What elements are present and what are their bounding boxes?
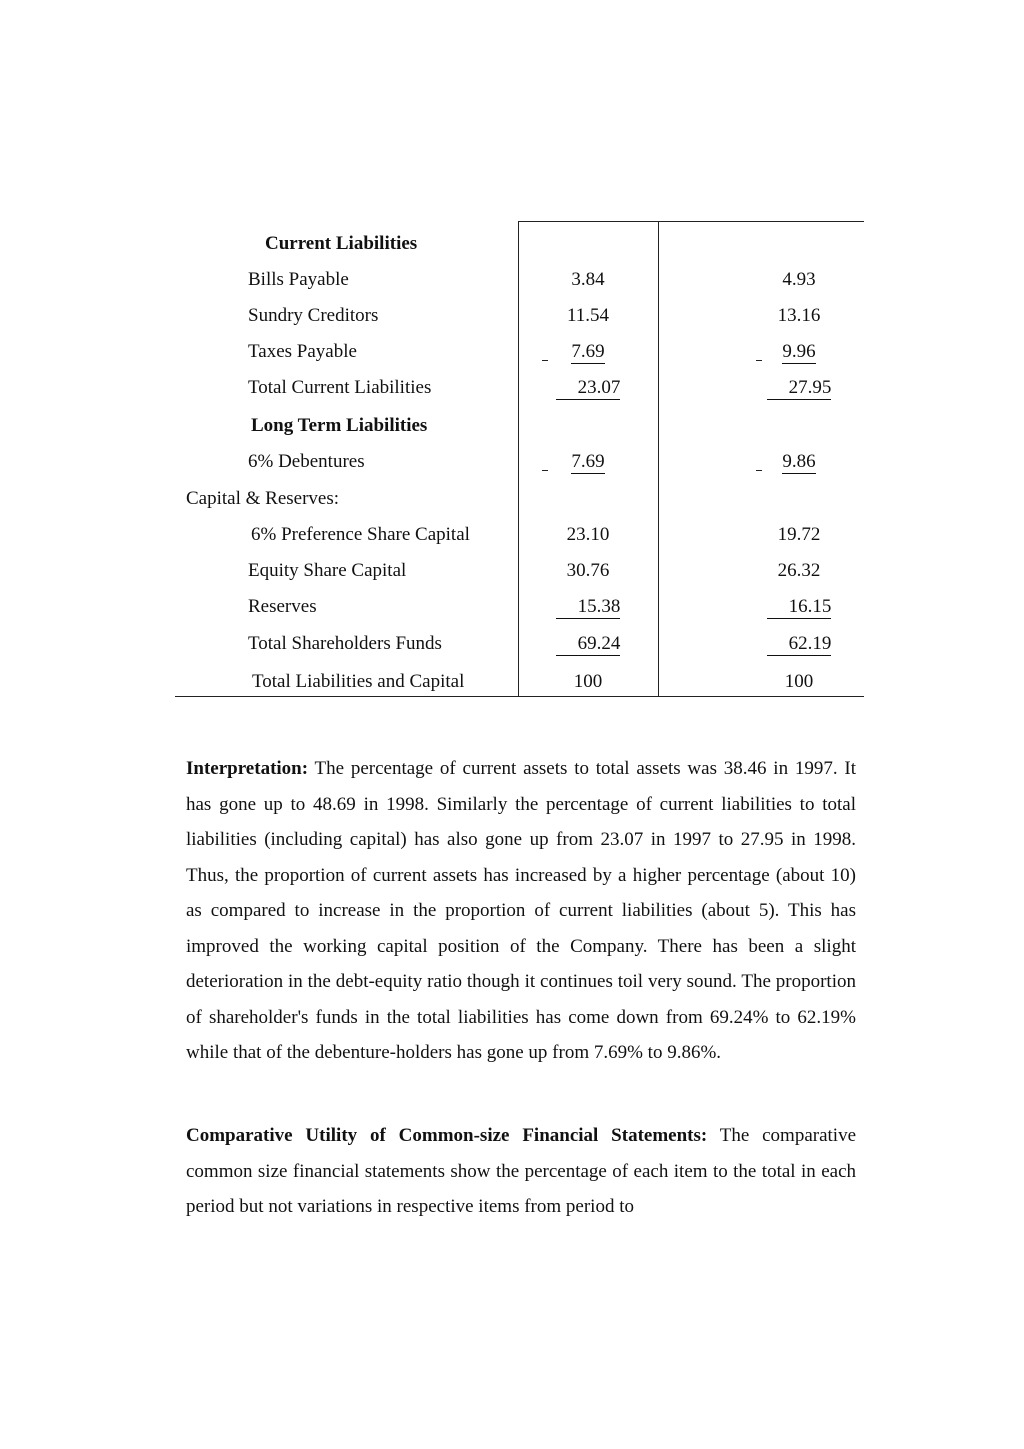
utility-paragraph (186, 1118, 856, 1225)
row-value-c2 (749, 450, 849, 474)
row-value-c2 (749, 632, 849, 656)
value-text: 62.19 (767, 634, 832, 656)
table-bottom-rule (175, 696, 864, 697)
utility-text: The comparative common size financial statements show the percentage of each item to the total in each period but not variations in respective items from period to (186, 1125, 857, 1217)
row-value-c1 (538, 559, 638, 583)
row-value-c1 (538, 595, 638, 619)
dash-mark (756, 470, 762, 471)
row-label: Total Shareholders Funds (248, 633, 442, 654)
row-value-c1 (538, 523, 638, 547)
value-text: 100 (784, 671, 814, 692)
value-text: 30.76 (566, 560, 610, 581)
row-label: Sundry Creditors (248, 305, 379, 326)
value-text: 9.96 (782, 341, 816, 362)
value-text: 23.10 (566, 524, 610, 545)
dash-mark (756, 360, 762, 361)
row-value-c2 (749, 670, 849, 694)
row-value-c2 (749, 523, 849, 547)
row-value-c1 (538, 450, 638, 474)
value-text: 7.69 (571, 451, 605, 472)
row-value-c2 (749, 268, 849, 292)
row-label: Reserves (248, 596, 317, 617)
row-value-c2 (749, 559, 849, 583)
row-label: Equity Share Capital (248, 560, 407, 581)
row-label: Taxes Payable (248, 341, 357, 362)
value-text: 9.86 (782, 451, 816, 472)
column-divider-1 (518, 221, 519, 697)
value-text: 4.93 (782, 269, 816, 290)
value-text: 27.95 (767, 378, 832, 400)
value-text: 16.15 (767, 597, 832, 619)
row-label: Total Liabilities and Capital (252, 671, 465, 692)
row-value-c1 (538, 340, 638, 364)
row-value-c1 (538, 376, 638, 400)
row-value-c2 (749, 376, 849, 400)
row-value-c1 (538, 632, 638, 656)
table-top-rule (518, 221, 864, 222)
row-value-c1 (538, 304, 638, 328)
dash-mark (542, 470, 548, 471)
dash-mark (542, 360, 548, 361)
value-text: 19.72 (777, 524, 821, 545)
column-divider-2 (658, 221, 659, 697)
value-text: 23.07 (556, 378, 621, 400)
row-value-c1 (538, 670, 638, 694)
row-label: 6% Preference Share Capital (251, 524, 470, 545)
row-value-c1 (538, 268, 638, 292)
value-text: 15.38 (556, 597, 621, 619)
value-text: 3.84 (571, 269, 605, 290)
value-text: 100 (573, 671, 603, 692)
value-text: 69.24 (556, 634, 621, 656)
row-label: Long Term Liabilities (251, 415, 428, 436)
row-value-c2 (749, 595, 849, 619)
value-text: 11.54 (566, 305, 610, 326)
liabilities-table (0, 0, 1024, 700)
interpretation-text: The percentage of current assets to total assets was 38.46 in 1997. It has gone up to 48.69 in 1998. Similarly the percentage of current liabilities to total liabilities (including capital) has also gone up from 23.07 in 1997 to 27.95 in 1998. Thus, the proportion of current assets has increased by a higher percentage (about 10) as compared to increase in the proportion of current liabilities (about 5). This has improved the working capital position of the Company. There has been a slight deterioration in the debt-equity ratio though it continues toil very sound. The proportion of shareholder's funds in the total liabilities has come down from 69.24% to 62.19% while that of the debenture-holders has gone up from 7.69% to 9.86%. (186, 758, 856, 1063)
interpretation-label: Interpretation: (186, 758, 309, 779)
value-text: 13.16 (777, 305, 821, 326)
value-text: 26.32 (777, 560, 821, 581)
row-label: Capital & Reserves: (186, 488, 340, 509)
utility-label: Comparative Utility of Common-size Financial Statements: (186, 1125, 708, 1146)
row-label: Total Current Liabilities (248, 377, 432, 398)
value-text: 7.69 (571, 341, 605, 362)
interpretation-paragraph (186, 751, 856, 1071)
row-label: Bills Payable (248, 269, 349, 290)
row-value-c2 (749, 340, 849, 364)
row-value-c2 (749, 304, 849, 328)
row-label: 6% Debentures (248, 451, 365, 472)
row-label: Current Liabilities (265, 233, 418, 254)
